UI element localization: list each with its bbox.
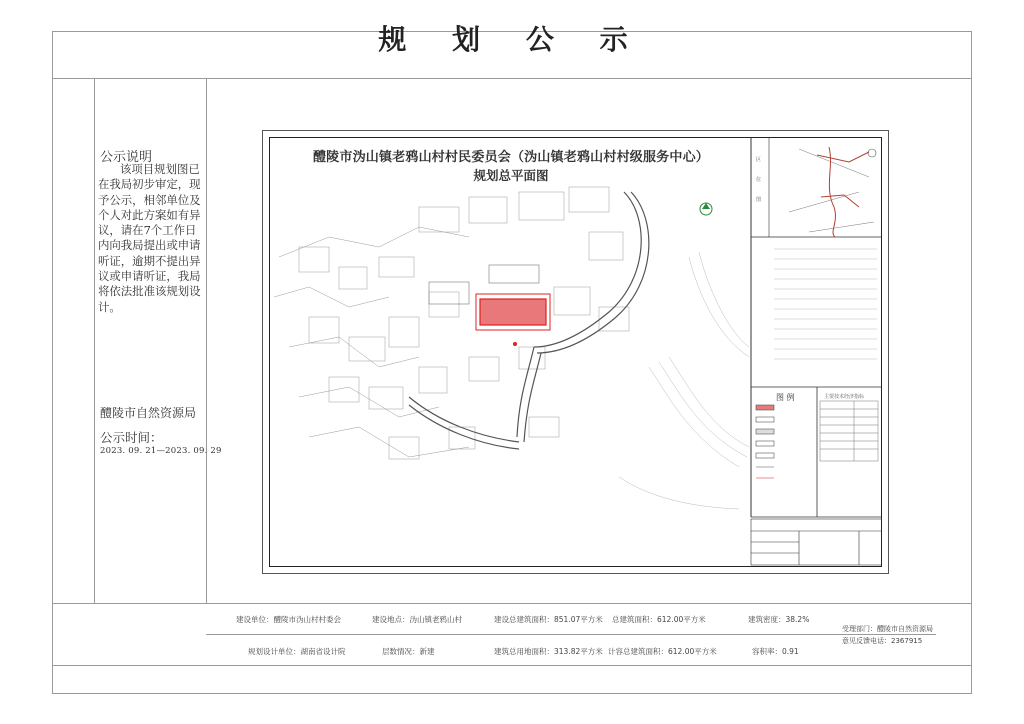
feedback-department: 受理部门：醴陵市自然资源局: [842, 625, 933, 633]
location-info: 建设地点：沩山镇老鸦山村: [372, 615, 462, 624]
divider: [52, 603, 972, 604]
feedback-phone: 意见反馈电话：2367915: [842, 637, 923, 645]
legend-title: 图 例: [776, 393, 795, 402]
notice-body: 该项目规划图已在我局初步审定，现予公示，相邻单位及个人对此方案如有异议，请在7个工作日内向我局提出或申请听证，逾期不提出异议或申请听证，我局将依法批准该规划设计。: [98, 162, 201, 314]
location-map-label: 区位图: [756, 157, 762, 203]
page-title: 规 划 公 示: [378, 23, 646, 56]
divider: [206, 634, 936, 635]
notice-heading: 公示说明: [100, 150, 153, 165]
indicators-title: 主要技术经济指标: [824, 394, 865, 400]
building-density: 建筑密度：38.2%: [748, 615, 810, 624]
building-base-area: 总建筑面积：612.00平方米: [612, 615, 706, 624]
divider: [94, 79, 95, 603]
plan-subtitle: 规划总平面图: [473, 168, 549, 183]
site-area: 建筑总用地面积：313.82平方米: [494, 647, 603, 656]
gross-area: 计容总建筑面积：612.00平方米: [608, 647, 717, 656]
designer-info: 规划设计单位：湖南省设计院: [248, 647, 346, 656]
notice-time-label: 公示时间：: [100, 430, 163, 445]
floors-info: 层数情况：新建: [382, 647, 435, 656]
notice-time-value: 2023. 09. 21—2023. 09. 29: [100, 446, 222, 456]
agency-name: 醴陵市自然资源局: [100, 406, 197, 420]
builder-info: 建设单位：醴陵市沩山村村委会: [236, 615, 341, 624]
divider: [206, 79, 207, 603]
plan-title: 醴陵市沩山镇老鸦山村村民委员会（沩山镇老鸦山村村级服务中心）: [312, 150, 709, 165]
total-floor-area: 建设总建筑面积：851.07平方米: [494, 615, 603, 624]
divider: [52, 665, 972, 666]
plot-ratio: 容积率：0.91: [752, 647, 799, 656]
site-plan-drawing: [269, 137, 882, 567]
